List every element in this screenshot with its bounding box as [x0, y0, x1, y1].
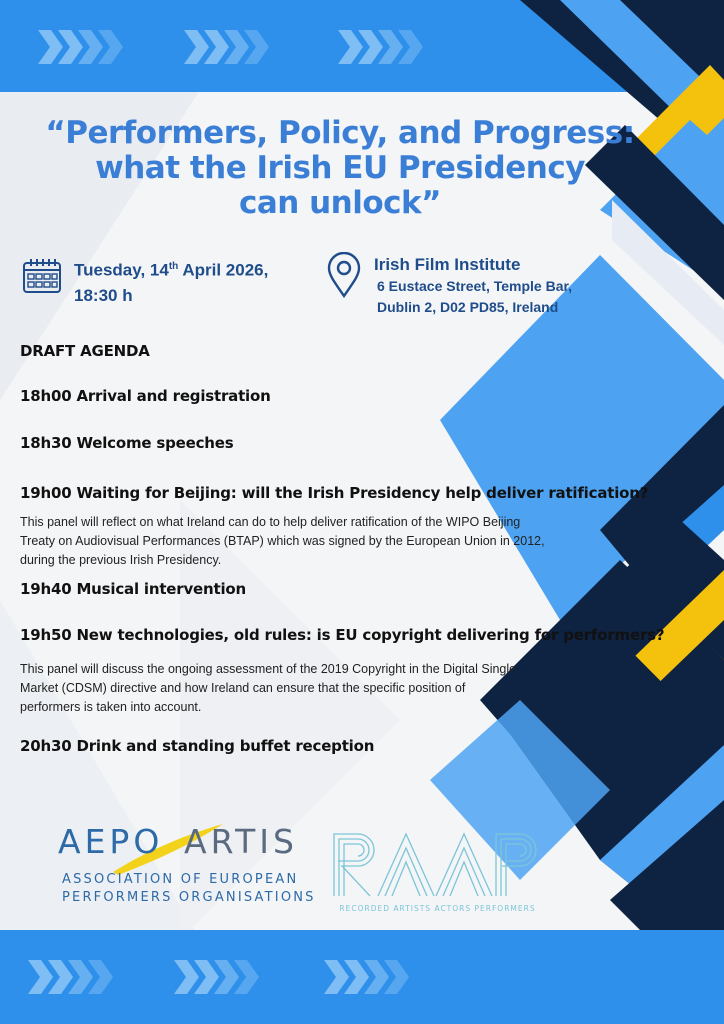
calendar-icon: [22, 258, 62, 294]
agenda-item: 19h40 Musical intervention: [20, 580, 246, 598]
agenda-item: 19h00 Waiting for Beijing: will the Irish Presidency help deliver ratification?: [20, 484, 649, 502]
venue-address: 6 Eustace Street, Temple Bar, Dublin 2, D02 PD85, Ireland: [377, 278, 573, 315]
time-line: 18:30 h: [74, 285, 133, 305]
artis-text: ARTIS: [184, 822, 298, 861]
agenda-item: 18h30 Welcome speeches: [20, 434, 234, 452]
agenda-heading: DRAFT AGENDA: [20, 342, 150, 360]
location-pin-icon: [326, 252, 362, 298]
raap-tagline: RECORDED ARTISTS ACTORS PERFORMERS: [339, 904, 536, 913]
agenda-item: 18h00 Arrival and registration: [20, 387, 271, 405]
raap-mark: [330, 828, 545, 900]
title-line: what the Irish EU Presidency: [95, 150, 585, 186]
date-line: Tuesday, 14th April 2026,: [74, 260, 269, 280]
aepo-artis-logo: [58, 820, 316, 915]
agenda-item-description: This panel will discuss the ongoing assessment of the 2019 Copyright in the Digital Single Market (CDSM) directive and how Ireland can ensure that the specific position of performers is taken into account.: [20, 662, 517, 714]
agenda-item: 19h50 New technologies, old rules: is EU copyright delivering for performers?: [20, 626, 665, 644]
aepo-tagline-1: ASSOCIATION OF EUROPEAN: [62, 872, 299, 887]
venue-name: Irish Film Institute: [374, 255, 521, 274]
aepo-text: AEPO: [58, 822, 164, 861]
page-title: [20, 116, 660, 221]
aepo-tagline-2: PERFORMERS ORGANISATIONS: [62, 890, 316, 905]
title-line: can unlock”: [238, 185, 442, 221]
raap-logo: [330, 828, 545, 918]
agenda-item-description: This panel will reflect on what Ireland can do to help deliver ratification of the WIPO Beijing Treaty on Audiovisual Performances (BTAP) which was signed by the European Union in 2012, during the previous Irish Presidency.: [20, 515, 545, 567]
title-line: “Performers, Policy, and Progress:: [45, 115, 635, 151]
agenda-item: 20h30 Drink and standing buffet reception: [20, 737, 375, 755]
